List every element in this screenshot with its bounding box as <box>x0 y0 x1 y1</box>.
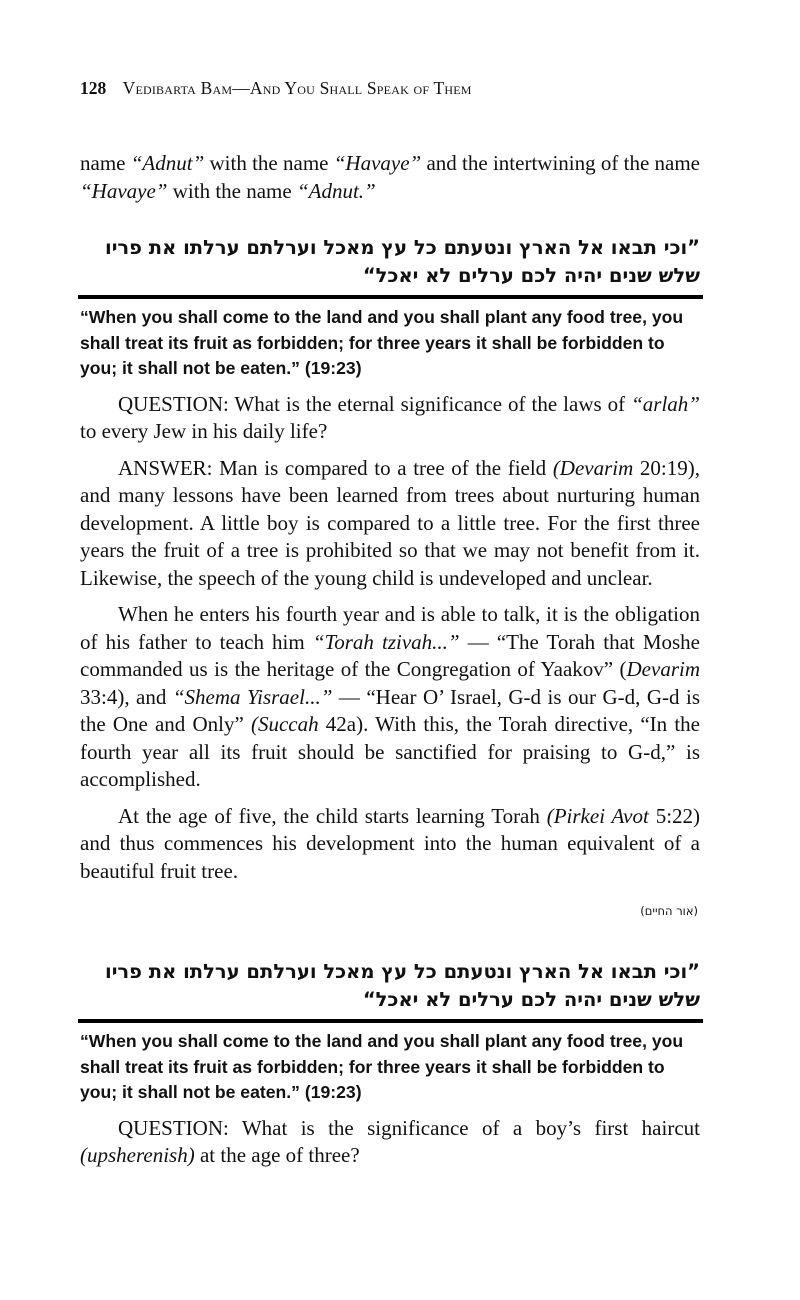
question-paragraph <box>80 1115 700 1170</box>
english-verse-translation: “When you shall come to the land and you shall plant any food tree, you shall treat its fruit as forbidden; for three years it shall be forbidden to you; it shall not be eaten.” (19:23) <box>80 1031 684 1102</box>
text-run: with the name <box>204 151 334 175</box>
source-citation: (אור החיים) <box>640 904 698 918</box>
answer-paragraph-3 <box>80 803 700 886</box>
text-run: At the age of five, the child starts learning Torah <box>118 803 547 828</box>
text-run: When he enters his fourth year and is able to talk, it is the obligation of his father to teach him <box>80 602 700 654</box>
italic-run: “Havaye” <box>333 151 422 175</box>
italic-run: “Havaye” <box>80 178 168 203</box>
section-divider-rule <box>78 1019 703 1023</box>
page-number: 128 <box>80 78 107 98</box>
italic-run: (upsherenish) <box>80 1143 195 1167</box>
text-run: at the age of three? <box>194 1143 360 1167</box>
answer-paragraph-2 <box>80 601 700 794</box>
italic-run: Devarim <box>626 657 700 681</box>
question-paragraph <box>80 391 700 446</box>
text-run: 42a). With this, the Torah directive, “In the fourth year all its fruit should be sanctified for praising to G-d,” is accomplished. <box>80 712 700 791</box>
text-run: — “Hear O’ Israel, G-d is our G-d, G-d is the One and Only” <box>80 684 700 736</box>
hebrew-verse-line-2: שלש שנים יהיה לכם ערלים לא יאכל“ <box>362 988 700 1011</box>
italic-run: “arlah” <box>631 391 700 416</box>
text-run: 20:19), and many lessons have been learned from trees about nurturing human development. A little boy is compared to a little tree. For the first three years the fruit of a tree is prohibited so that we may not benefit from it. Likewise, the speech of the young child is undeveloped and unclear. <box>80 455 701 590</box>
text-run: ANSWER: Man is compared to a tree of the field <box>118 455 553 480</box>
text-run: 33:4), and <box>80 684 173 709</box>
hebrew-verse-line-2: שלש שנים יהיה לכם ערלים לא יאכל“ <box>362 264 700 287</box>
italic-run: (Pirkei Avot <box>546 803 649 828</box>
italic-run: “Adnut.” <box>296 178 376 203</box>
italic-run: “Shema Yisrael...” <box>172 684 333 709</box>
text-run: with the name <box>167 178 297 203</box>
hebrew-verse-line-1: ”וכי תבאו אל הארץ ונטעתם כל עץ מאכל וערלתם ערלתו את פריו <box>105 960 700 983</box>
text-run: and the intertwining of the name <box>421 151 700 175</box>
running-head <box>80 78 472 99</box>
text-run: name <box>80 151 131 175</box>
continuation-paragraph-block <box>80 150 700 205</box>
text-run: — “The Torah that Moshe commanded us is the heritage of the Congregation of Yaakov” ( <box>80 629 701 681</box>
english-verse-translation: “When you shall come to the land and you shall plant any food tree, you shall treat its fruit as forbidden; for three years it shall be forbidden to you; it shall not be eaten.” (19:23) <box>80 307 684 378</box>
continuation-paragraph <box>80 150 700 205</box>
text-run: QUESTION: What is the significance of a boy’s first haircut <box>118 1115 700 1140</box>
book-title: Vedibarta Bam—And You Shall Speak of Them <box>122 78 472 98</box>
section-2 <box>80 958 700 1170</box>
italic-run: “Adnut” <box>130 151 205 175</box>
italic-run: (Devarim <box>552 455 634 480</box>
section-divider-rule <box>78 295 703 299</box>
text-run: to every Jew in his daily life? <box>80 419 328 443</box>
answer-paragraph <box>80 455 700 593</box>
italic-run: (Succah <box>250 712 319 736</box>
text-run: QUESTION: What is the eternal significance of the laws of <box>118 391 632 416</box>
text-run: 5:22) and thus commences his development into the human equivalent of a beautiful fruit tree. <box>80 803 701 883</box>
hebrew-verse-line-1: ”וכי תבאו אל הארץ ונטעתם כל עץ מאכל וערלתם ערלתו את פריו <box>105 236 700 259</box>
section-1 <box>80 234 700 885</box>
italic-run: “Torah tzivah...” <box>312 629 460 654</box>
